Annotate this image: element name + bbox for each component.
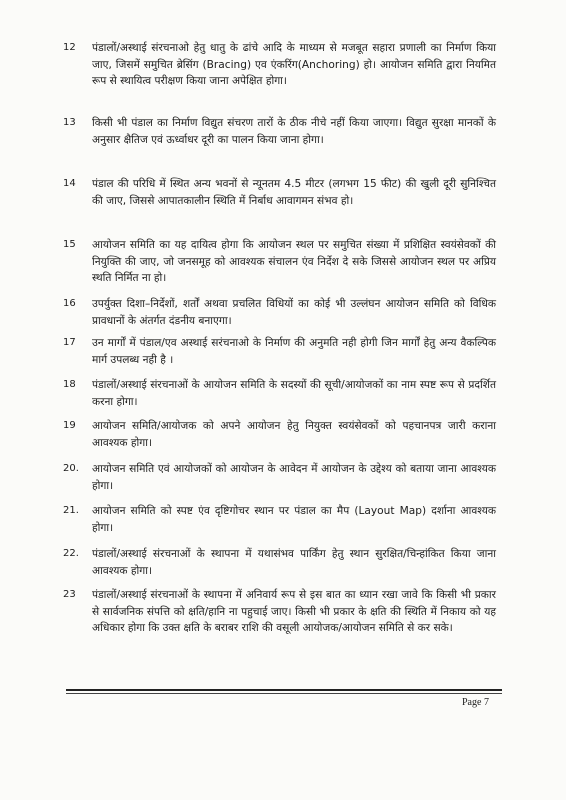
- clause-16: [63, 296, 496, 329]
- clause-number: 15: [63, 239, 76, 250]
- clause-14: [63, 176, 496, 209]
- clause-number: 19: [63, 420, 76, 431]
- page-number: Page 7: [462, 697, 489, 708]
- clause-text: किसी भी पंडाल का निर्माण विद्युत संचरण तारों के ठीक नीचे नहीं किया जाएगा। विद्युत सुरक्षा मानकों के अनुसार क्षैतिज एवं ऊर्ध्वाधर दूरी का पालन किया जाना होगा।: [92, 117, 496, 146]
- clause-text: उपर्युक्त दिशा–निर्देशों, शर्तों अथवा प्रचलित विधियों का कोई भी उल्लंघन आयोजन समिति को विधिक प्रावधानों के अंतर्गत दंडनीय बनाएगा।: [92, 298, 496, 327]
- clause-text: आयोजन समिति/आयोजक को अपने आयोजन हेतु नियुक्त स्वयंसेवकों को पहचानपत्र जारी कराना आवश्यक होगा।: [92, 420, 496, 449]
- clause-number: 18: [63, 379, 76, 390]
- clause-text: पंडालों/अस्थाई संरचनाओं के स्थापना में यथासंभव पार्किंग हेतु स्थान सुरक्षित/चिन्हांकित किया जाना आवश्यक होगा।: [92, 548, 496, 577]
- clause-22: [63, 546, 496, 579]
- clause-number: 14: [63, 178, 76, 189]
- clause-19: [63, 418, 496, 451]
- clause-13: [63, 115, 496, 148]
- clause-text: पंडालों/अस्थाई संरचनाओं के स्थापना में अनिवार्य रूप से इस बात का ध्यान रखा जावे कि किसी भी प्रकार से सार्वजनिक संपत्ति को क्षति/हानि ना पहुचाई जाए। किसी भी प्रकार के क्षति की स्थिति में निकाय को यह अधिकार होगा कि उक्त क्षति के बराबर राशि की वसूली आयोजक/आयोजन समिति से कर सके।: [92, 589, 496, 634]
- clause-number: 22.: [63, 548, 79, 559]
- clause-number: 23: [63, 589, 76, 600]
- clause-17: [63, 335, 496, 368]
- clause-text: पंडालों/अस्थाई संरचनाओ हेतु धातु के ढांचे आदि के माध्यम से मजबूत सहारा प्रणाली का निर्माण किया जाए, जिसमें समुचित ब्रेसिंग (Bracing) एव एंकरिंग(Anchoring) हो। आयोजन समिति द्वारा नियमित रूप से स्थायित्व परीक्षण किया जाना अपेक्षित होगा।: [92, 42, 496, 87]
- clause-21: [63, 503, 496, 536]
- clause-number: 16: [63, 298, 76, 309]
- clause-text: आयोजन समिति एवं आयोजकों को आयोजन के आवेदन में आयोजन के उद्देश्य को बताया जाना आवश्यक होगा।: [92, 463, 496, 492]
- clause-text: आयोजन समिति का यह दायित्व होगा कि आयोजन स्थल पर समुचित संख्या में प्रशिक्षित स्वयंसेवकों की नियुक्ति की जाए, जो जनसमूह को आवश्यक संचालन एंव निर्देश दे सके जिससे आयोजन स्थल पर अप्रिय स्थति निर्मित ना हो।: [92, 239, 496, 284]
- clause-text: उन मार्गों में पंडाल/एव अस्थाई सरंचनाओ के निर्माण की अनुमति नही होगी जिन मार्गों हेतु अन्य वैकल्पिक मार्ग उपलब्ध नही है ।: [92, 337, 496, 366]
- clause-18: [63, 377, 496, 410]
- footer-rule: [66, 689, 502, 691]
- footer-rule-thin: [66, 693, 502, 694]
- clause-number: 12: [63, 42, 76, 53]
- clause-number: 13: [63, 117, 76, 128]
- clause-12: [63, 40, 496, 90]
- clause-23: [63, 587, 496, 637]
- clause-number: 21.: [63, 505, 79, 516]
- clause-20: [63, 461, 496, 494]
- clause-number: 20.: [63, 463, 79, 474]
- clause-text: पंडाल की परिधि में स्थित अन्य भवनों से न्यूनतम 4.5 मीटर (लगभग 15 फीट) की खुली दूरी सुनिश्चित की जाए, जिससे आपातकालीन स्थिति में निर्बाध आवागमन संभव हो।: [92, 178, 496, 207]
- clause-text: आयोजन समिति को स्पष्ट एंव दृष्टिगोचर स्थान पर पंडाल का मैप (Layout Map) दर्शाना आवश्यक होगा।: [92, 505, 496, 534]
- clause-15: [63, 237, 496, 287]
- clause-text: पंडालों/अस्थाई संरचनाओं के आयोजन समिति के सदस्यों की सूची/आयोजकों का नाम स्पष्ट रूप से प्रदर्शित करना होगा।: [92, 379, 496, 408]
- clause-number: 17: [63, 337, 76, 348]
